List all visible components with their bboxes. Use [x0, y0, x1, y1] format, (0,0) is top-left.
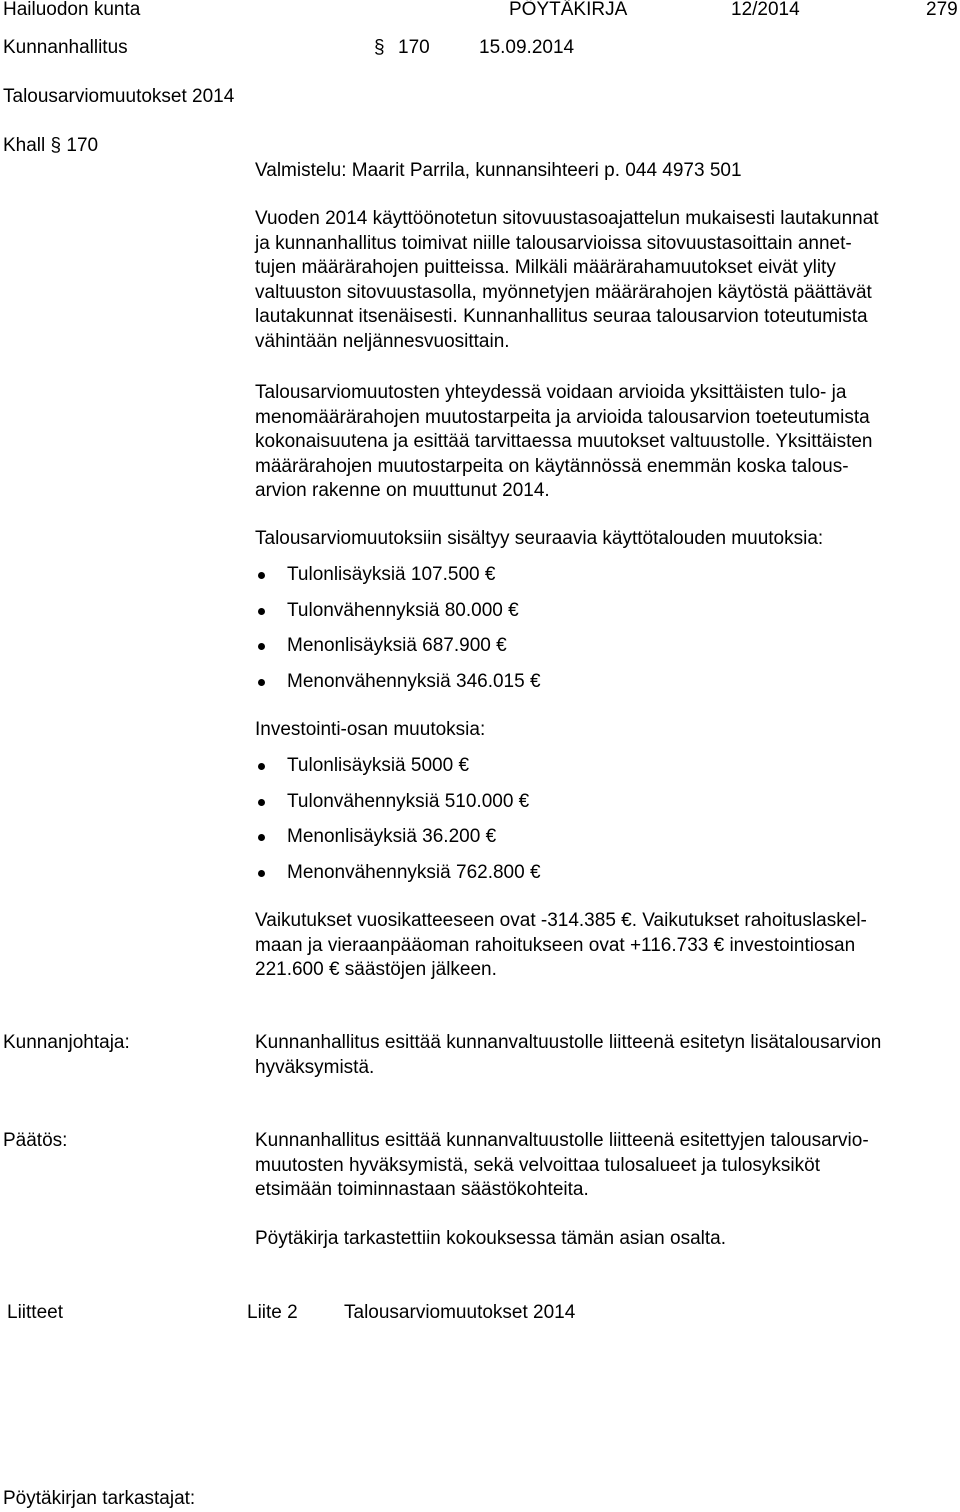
minutes-check-note: Pöytäkirja tarkastettiin kokouksessa tämän asian osalta.: [255, 1228, 727, 1249]
paragraph-effects: [255, 909, 955, 983]
investment-changes-list: [255, 754, 541, 896]
paragraph-budget-changes: [255, 381, 955, 504]
text-line: muutosten hyväksymistä, sekä velvoittaa tulosalueet ja tulosyksiköt: [255, 1154, 820, 1176]
bullet-icon: [258, 834, 265, 841]
list-item: [255, 670, 541, 706]
list-item: [255, 861, 541, 897]
paragraph-binding-level: [255, 207, 955, 354]
list-item: [255, 825, 541, 861]
operating-heading: Talousarviomuutoksiin sisältyy seuraavia käyttötalouden muutoksia:: [255, 528, 824, 549]
text-line: Kunnanhallitus esittää kunnanvaltuustolle liitteenä esitettyjen talousarvio-: [255, 1130, 869, 1151]
list-item: [255, 634, 541, 670]
page-number: 279: [926, 0, 958, 20]
text-line: arvion rakenne on muuttunut 2014.: [255, 480, 550, 501]
text-line: valtuuston sitovuustasolla, myönnetyjen määrärahojen käytöstä päättävät: [255, 281, 872, 303]
page-title: Talousarviomuutokset 2014: [3, 86, 235, 107]
list-item-text: Tulonvähennyksiä 80.000 €: [287, 599, 519, 621]
operating-changes-list: [255, 563, 541, 705]
attachments-label: Liitteet: [7, 1302, 63, 1323]
section-sign: §: [374, 37, 385, 58]
bullet-icon: [258, 763, 265, 770]
meeting-date: 15.09.2014: [479, 37, 575, 58]
text-line: Vuoden 2014 käyttöönotetun sitovuustasoajattelun mukaisesti lautakunnat: [255, 208, 879, 229]
list-item: [255, 563, 541, 599]
preparation-note: Valmistelu: Maarit Parrila, kunnansihteeri p. 044 4973 501: [255, 160, 742, 181]
case-reference: [3, 135, 98, 157]
text-line: maan ja vieraanpääoman rahoitukseen ovat +116.733 € investointiosan: [255, 934, 856, 956]
text-line: vähintään neljännesvuosittain.: [255, 330, 510, 352]
decision-label: Päätös:: [3, 1130, 68, 1151]
text-line: Talousarviomuutosten yhteydessä voidaan arvioida yksittäisten tulo- ja: [255, 382, 847, 403]
text-line: määrärahojen muutostarpeita on käytännössä enemmän koska talous-: [255, 455, 849, 477]
bullet-icon: [258, 799, 265, 806]
proposal-label: Kunnanjohtaja:: [3, 1032, 130, 1053]
case-label: Khall: [3, 135, 46, 156]
organ-name: Kunnanhallitus: [3, 37, 128, 58]
bullet-icon: [258, 679, 265, 686]
text-line: menomäärärahojen muutostarpeita ja arvioida talousarvion toeteutumista: [255, 406, 870, 428]
case-section-sign: §: [50, 135, 62, 156]
attachment-ref: Liite 2: [247, 1302, 298, 1323]
bullet-icon: [258, 608, 265, 615]
attachment-name: Talousarviomuutokset 2014: [344, 1302, 576, 1323]
minutes-checkers-label: Pöytäkirjan tarkastajat:: [3, 1488, 196, 1509]
list-item-text: Tulonlisäyksiä 5000 €: [287, 755, 470, 776]
text-line: tujen määrärahojen puitteissa. Milkäli määrärahamuutokset eivät ylity: [255, 257, 836, 278]
text-line: ja kunnanhallitus toimivat niille talousarvioissa sitovuustasoittain annet-: [255, 232, 852, 254]
bullet-icon: [258, 643, 265, 650]
list-item-text: Tulonvähennyksiä 510.000 €: [287, 790, 530, 812]
text-line: lautakunnat itsenäisesti. Kunnanhallitus seuraa talousarvion toteutumista: [255, 306, 868, 327]
list-item: [255, 599, 541, 635]
list-item-text: Tulonlisäyksiä 107.500 €: [287, 564, 496, 585]
list-item-text: Menonvähennyksiä 762.800 €: [287, 861, 541, 883]
list-item: [255, 754, 541, 790]
decision-text: [255, 1129, 955, 1203]
section-number: 170: [398, 37, 430, 58]
text-line: kokonaisuutena ja esittää tarvittaessa muutokset valtuustolle. Yksittäisten: [255, 431, 873, 452]
text-line: etsimään toiminnastaan säästökohteita.: [255, 1179, 589, 1200]
text-line: hyväksymistä.: [255, 1056, 375, 1078]
document-number: 12/2014: [731, 0, 800, 20]
text-line: 221.600 € säästöjen jälkeen.: [255, 959, 497, 980]
text-line: Kunnanhallitus esittää kunnanvaltuustolle liitteenä esitetyn lisätalousarvion: [255, 1032, 882, 1053]
bullet-icon: [258, 870, 265, 877]
list-item-text: Menonlisäyksiä 687.900 €: [287, 635, 507, 656]
list-item-text: Menonvähennyksiä 346.015 €: [287, 670, 541, 692]
text-line: Vaikutukset vuosikatteeseen ovat -314.385 €. Vaikutukset rahoituslaskel-: [255, 910, 867, 931]
municipality-name: Hailuodon kunta: [3, 0, 141, 20]
investment-heading: Investointi-osan muutoksia:: [255, 719, 486, 740]
case-number: 170: [66, 135, 99, 156]
proposal-text: [255, 1031, 955, 1080]
bullet-icon: [258, 572, 265, 579]
list-item: [255, 790, 541, 826]
list-item-text: Menonlisäyksiä 36.200 €: [287, 826, 497, 847]
document-type: PÖYTÄKIRJA: [509, 0, 628, 20]
